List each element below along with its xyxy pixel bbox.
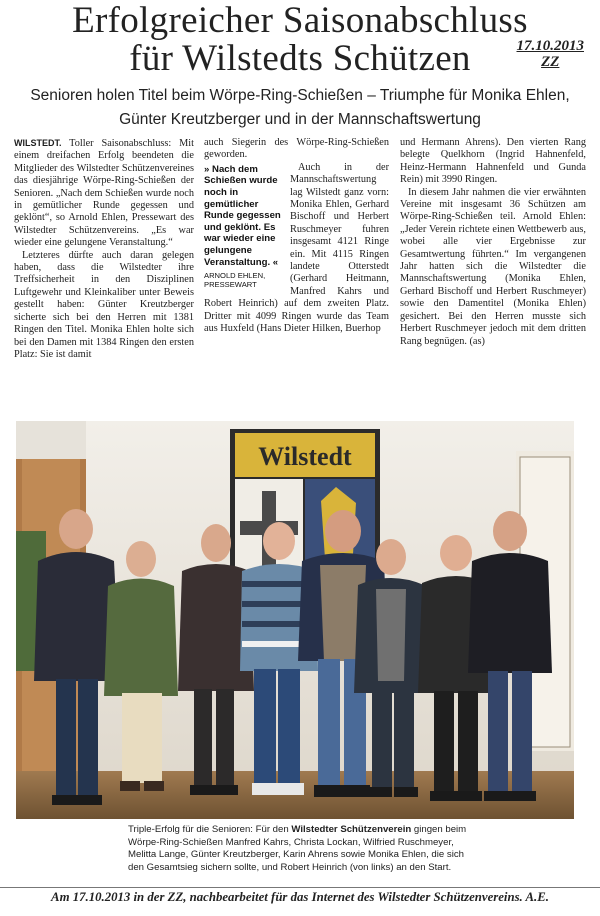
- caption-club: Wilstedter Schützenverein: [291, 824, 412, 835]
- paragraph: Auch in der Mannschaftswertung lag Wilstedt ganz vorn: Monika Ehlen, Gerhard Bischoff und Herbert Ruschmeyer fuhren insgesamt 4121 Ringe ein. Mit 4115 Ringen landete Otterstedt (Gerhard Heitmann, Manfred Kahrs und Robert Heinrich) auf dem zweiten Platz. Dritter mit 4099 Ringen wurde das Team aus Huxfeld (Hans Dieter Hilken, Buerhop: [204, 161, 389, 335]
- publication-source: ZZ: [541, 54, 560, 70]
- paragraph: auch Siegerin des Wörpe-Ring-Schießen geworden.: [204, 137, 389, 161]
- caption-lead: Triple-Erfolg für die Senioren: Für den: [128, 824, 292, 835]
- subheadline: [10, 84, 590, 132]
- curtain: [16, 421, 86, 459]
- pull-quote-text: Nach dem Schießen wurde noch in gemütlicher Runde gegessen und geklönt. Es war wieder eine gelungene Veranstaltung.: [204, 163, 281, 268]
- paragraph: und Hermann Ahrens). Den vierten Rang belegte Quelkhorn (Ingrid Hahnenfeld, Heinz-Hermann Hahnenfeld und Gunda Rein) mit 3990 Ringen.: [400, 137, 586, 186]
- subhead-line-1: Senioren holen Titel beim Wörpe-Ring-Schießen – Triumphe für Monika Ehlen,: [30, 87, 570, 104]
- pull-quote: [204, 164, 282, 289]
- publication-date: 17.10.2013: [516, 38, 584, 54]
- headline-line-1: Erfolgreicher Saisonabschluss: [72, 0, 528, 41]
- headline: [0, 2, 600, 78]
- article-body: [14, 137, 586, 417]
- quote-close-mark: «: [272, 256, 279, 268]
- paragraph: Letzteres dürfte auch daran gelegen haben, dass die Wilstedter ihre Treffsicherheit in den Disziplinen Luftgewehr und Kleinkaliber unter Beweis gestellt haben: Günter Kreutzberger sicherte sich bei den Herren mit 1381 Ringen den Titel. Monika Ehlen holte sich bei den Damen mit 1384 Ringen den ersten Platz: Sie ist damit: [14, 249, 194, 360]
- pull-quote-attribution: ARNOLD EHLEN, PRESSEWART: [204, 271, 266, 290]
- footer-note: Am 17.10.2013 in der ZZ, nachbearbeitet für das Internet des Wilstedter Schützenvereins. A.E.: [51, 890, 549, 904]
- dateline: [517, 38, 585, 70]
- group-photo: [16, 421, 574, 819]
- banner-title: Wilstedt: [258, 442, 352, 471]
- paragraph-text: Toller Saisonabschluss: Mit einem dreifachen Erfolg beendeten die Mitglieder des Wilstedter Schützenvereines das diesjährige Wörpe-Ring-Schießen der Senioren. „Nach dem Schießen wurde noch in gemütlicher Runde gegessen und geklönt“, so Arnold Ehlen, Pressewart des Wilstedter Schützenvereins. „Es war wieder eine gelungene Veranstaltung.“: [14, 138, 194, 249]
- group-photo-illustration: [16, 421, 574, 819]
- article-column-3: [400, 137, 586, 348]
- quote-open-mark: »: [204, 163, 210, 175]
- article-column-1: [14, 137, 194, 361]
- place-dateline: WILSTEDT.: [14, 138, 62, 148]
- paragraph: In diesem Jahr nahmen die vier erwähnten Vereine mit insgesamt 36 Schützen am Wörpe-Ring-Schießen teil. Arnold Ehlen: „Jeder Verein richtete einen Wettbewerb aus, wobei alle vier Ergebnisse zur Gesamtwertung führten.“ Im vergangenen Jahr hatten sich die Wilstedter die Mannschaftswertung (Monika Ehlen, Gerhard Bischoff und Herbert Ruschmeyer) sowie den Damentitel (Monika Ehlen) gesichert. Bei den Herren musste sich Herbert Ruschmeyer jedoch mit dem dritten Rang begnügen. (as): [400, 186, 586, 347]
- footer-divider: [0, 887, 600, 888]
- subhead-line-2: Günter Kreutzberger und in der Mannschaftswertung: [119, 111, 481, 128]
- caption-rest: gingen beim Wörpe-Ring-Schießen Manfred Kahrs, Christa Lockan, Wilfried Ruschmeyer, Melitta Lange, Günter Kreutzberger, Karin Ahrens sowie Monika Ehlen, die sich den Gesamtsieg sichern sollte, und Robert Heinrich (von links) an den Start.: [128, 824, 467, 873]
- headline-line-2: für Wilstedts Schützen: [129, 38, 471, 79]
- photo-caption: [128, 824, 468, 874]
- article-column-2: [204, 137, 389, 336]
- paragraph: [14, 137, 194, 250]
